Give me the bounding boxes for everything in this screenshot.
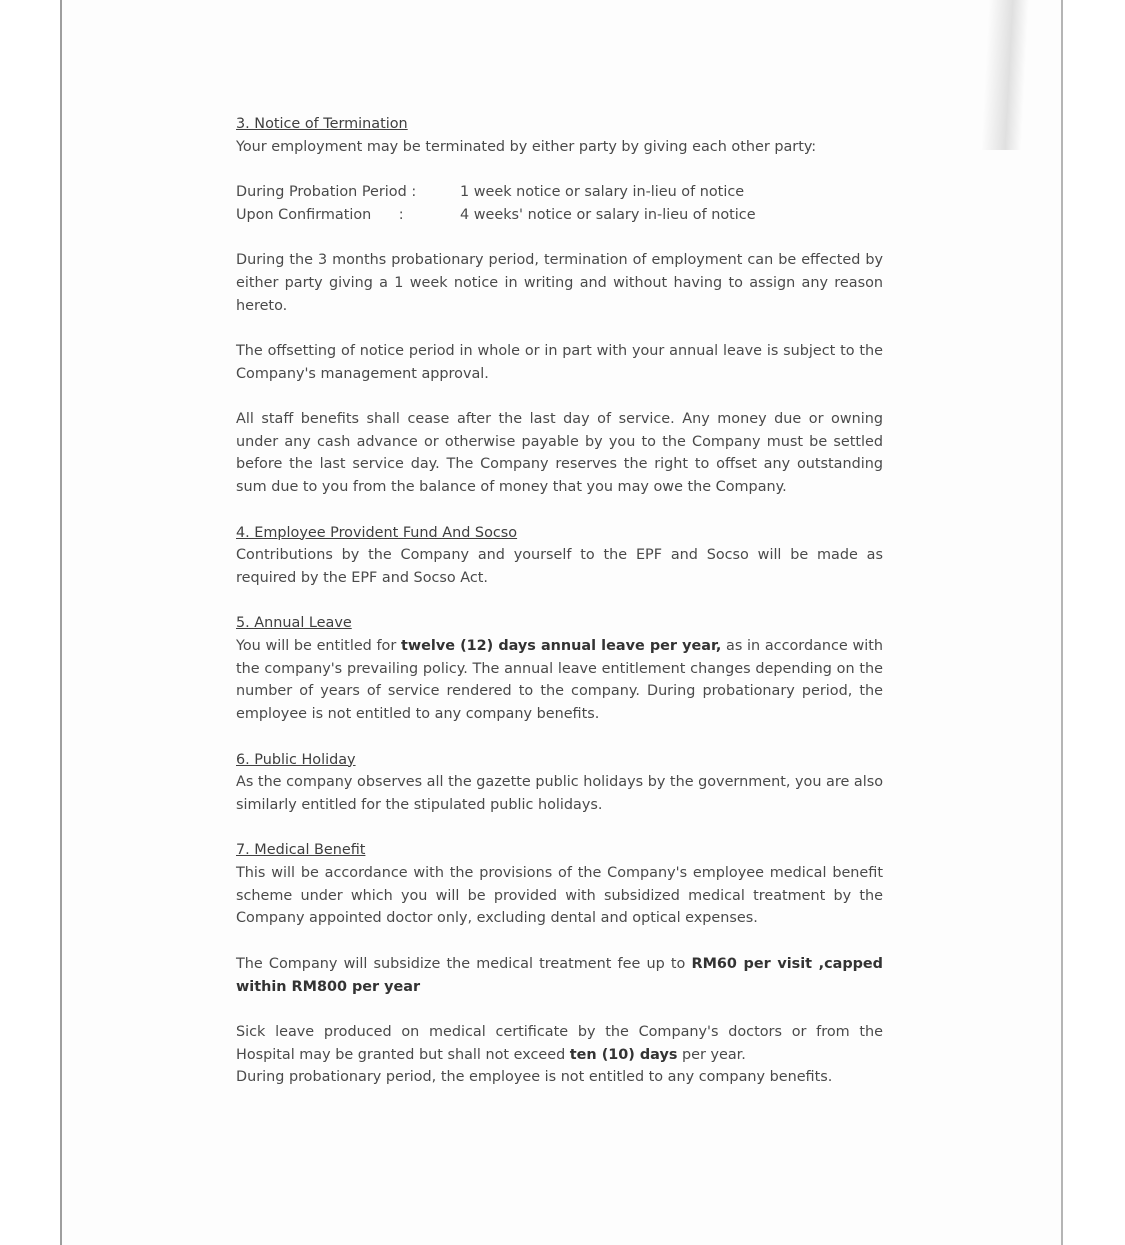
scan-shadow xyxy=(981,0,1029,150)
section-annual-leave xyxy=(236,612,883,726)
epf-body: Contributions by the Company and yourself to the EPF and Socso will be made as required by the EPF and Socso Act. xyxy=(236,547,883,586)
annual-leave-entitlement: twelve (12) days annual leave per year, xyxy=(400,638,722,655)
termination-benefits-paragraph: All staff benefits shall cease after the last day of service. Any money due or owning under any cash advance or otherwise payable by you to the Company must be settled before the last service day. The Company reserves the right to offset any outstanding sum due to you from the balance of money that you may owe the Company. xyxy=(236,411,883,496)
section-heading: 3. Notice of Termination xyxy=(236,116,408,132)
notice-label: During Probation Period : xyxy=(236,184,417,201)
public-holiday-body: As the company observes all the gazette public holidays by the government, you are also similarly entitled for the stipulated public holidays. xyxy=(236,774,883,813)
notice-value: 1 week notice or salary in-lieu of notice xyxy=(460,184,745,201)
annual-leave-text: as in accordance with the company's prevailing policy. The annual leave entitlement changes depending on the number of years of service rendered to the company. During probationary period, the employee is not entitled to any company benefits. xyxy=(236,638,883,723)
medical-subsidy xyxy=(236,953,883,998)
section-heading: 7. Medical Benefit xyxy=(236,842,366,859)
sick-leave-paragraph xyxy=(236,1021,883,1066)
section-heading: 5. Annual Leave xyxy=(236,615,352,632)
sick-leave-text: Sick leave produced on medical certificate by the Company's doctors or from the Hospital may be granted but shall not exceed xyxy=(236,1023,883,1063)
document-body xyxy=(236,113,883,1089)
termination-probation-paragraph: During the 3 months probationary period, termination of employment can be effected by either party giving a 1 week notice in writing and without having to assign any reason hereto. xyxy=(236,252,883,314)
section-medical xyxy=(236,839,883,1089)
medical-subsidy-text: The Company will subsidize the medical treatment fee up to xyxy=(236,955,692,972)
section-heading: 6. Public Holiday xyxy=(236,751,356,768)
page-edge-right xyxy=(1061,0,1063,1245)
notice-row-probation xyxy=(236,181,883,204)
notice-label: Upon Confirmation : xyxy=(236,206,404,223)
section-termination xyxy=(236,113,883,499)
section-public-holiday xyxy=(236,749,883,817)
medical-subsidy-amount: RM60 per visit ,capped within RM800 per year xyxy=(236,955,883,995)
termination-offset-paragraph: The offsetting of notice period in whole or in part with your annual leave is subject to the Company's management approval. xyxy=(236,342,883,382)
probation-note: During probationary period, the employee is not entitled to any company benefits. xyxy=(236,1069,833,1086)
section-epf xyxy=(236,522,883,590)
section-heading: 4. Employee Provident Fund And Socso xyxy=(236,524,518,541)
termination-intro: Your employment may be terminated by either party by giving each other party: xyxy=(236,138,817,155)
notice-row-confirmation xyxy=(236,204,883,227)
sick-leave-text: per year. xyxy=(677,1046,746,1063)
annual-leave-body xyxy=(236,635,883,726)
notice-value: 4 weeks' notice or salary in-lieu of notice xyxy=(460,206,756,223)
annual-leave-text: You will be entitled for xyxy=(236,638,401,655)
medical-body: This will be accordance with the provisions of the Company's employee medical benefit scheme under which you will be provided with subsidized medical treatment by the Company appointed doctor only, excluding dental and optical expenses. xyxy=(236,865,883,927)
sick-leave-days: ten (10) days xyxy=(569,1046,678,1063)
